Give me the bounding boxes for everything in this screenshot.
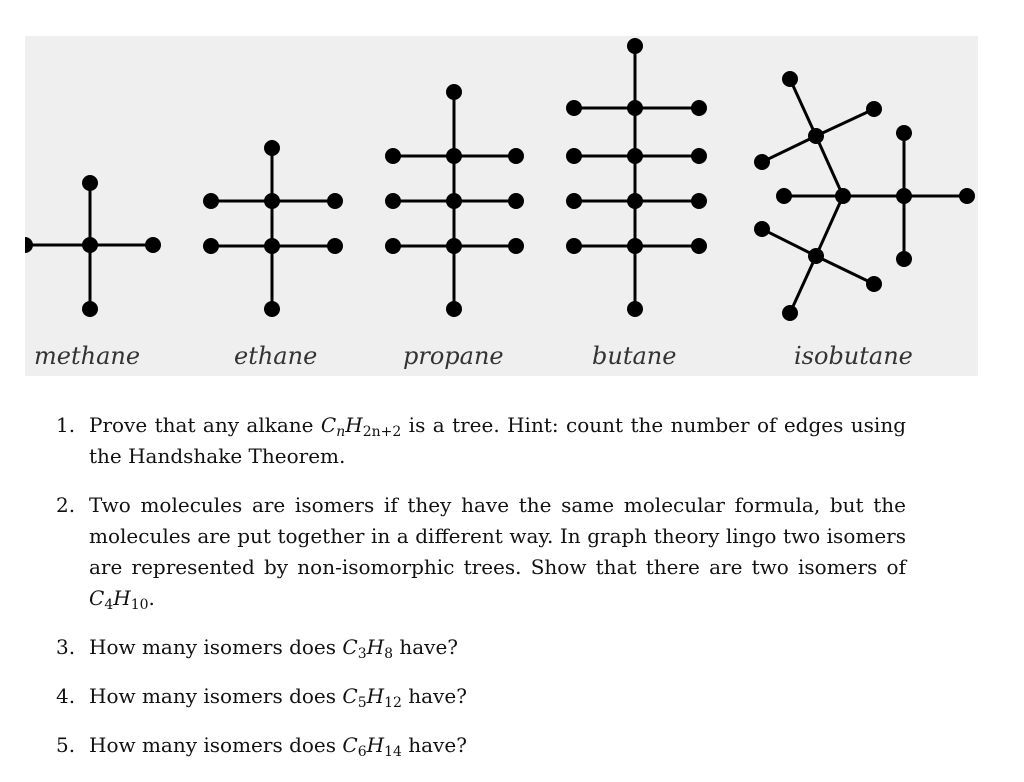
problem-text: How many isomers does (89, 635, 343, 659)
molecule-diagrams (25, 36, 978, 376)
atom (446, 84, 462, 100)
bond (790, 79, 816, 136)
atom (691, 100, 707, 116)
atom (776, 188, 792, 204)
formula-carbon: C (89, 586, 105, 610)
bond (816, 136, 843, 196)
formula (342, 684, 402, 711)
problem-text: have? (401, 684, 467, 708)
problem-text: How many isomers does (89, 684, 343, 708)
problem-number: 4. (56, 684, 76, 708)
formula-carbon: C (342, 684, 358, 708)
atom (566, 193, 582, 209)
problem-number: 5. (56, 733, 76, 757)
formula-carbon-count: n (336, 424, 346, 440)
formula-carbon: C (320, 413, 337, 437)
atom (264, 140, 280, 156)
problem-text: How many isomers does (89, 733, 343, 757)
formula-carbon-count: 4 (104, 597, 114, 613)
molecule-propane (385, 84, 524, 317)
label-ethane: ethane (234, 342, 318, 370)
problem-number: 1. (56, 413, 76, 437)
atom (896, 251, 912, 267)
atom (25, 237, 33, 253)
problem-item (56, 490, 906, 614)
atom (385, 193, 401, 209)
label-methane: methane (34, 342, 141, 370)
label-isobutane: isobutane (794, 342, 913, 370)
problem-text: Prove that any alkane (89, 413, 321, 437)
atom (835, 188, 851, 204)
atom (808, 128, 824, 144)
formula-hydrogen: H (366, 684, 385, 708)
atom (782, 71, 798, 87)
atom (385, 148, 401, 164)
label-butane: butane (592, 342, 677, 370)
formula (342, 635, 393, 662)
atom (446, 148, 462, 164)
atom (446, 238, 462, 254)
formula-hydrogen: H (366, 635, 385, 659)
formula-carbon: C (342, 635, 358, 659)
molecule-butane (566, 38, 707, 317)
atom (82, 301, 98, 317)
atom (446, 193, 462, 209)
problem-text: Two molecules are isomers if they have the same molecular formula, but the molecules are put together in a different way. In graph theory lingo two isomers are represented by non-isomorphic trees. Show that there are two isomers of (89, 493, 906, 579)
atom (627, 301, 643, 317)
atom (627, 38, 643, 54)
atom (264, 238, 280, 254)
formula-hydrogen-count: 2n+2 (362, 424, 402, 440)
problem-item (56, 681, 906, 712)
atom (264, 193, 280, 209)
molecule-methane (25, 175, 161, 317)
bond (816, 256, 874, 284)
atom (566, 148, 582, 164)
atom (446, 301, 462, 317)
atom (327, 238, 343, 254)
atom (508, 238, 524, 254)
problem-number: 2. (56, 493, 76, 517)
formula-hydrogen-count: 14 (384, 744, 402, 760)
problem-text: have? (401, 733, 467, 757)
alkane-figure (25, 36, 978, 376)
atom (782, 305, 798, 321)
atom (959, 188, 975, 204)
formula-hydrogen: H (113, 586, 131, 610)
problem-text: have? (392, 635, 459, 659)
formula-hydrogen-count: 10 (130, 597, 149, 613)
problem-item (56, 730, 906, 761)
atom (385, 238, 401, 254)
atom (508, 193, 524, 209)
label-propane: propane (403, 342, 504, 370)
atom (754, 221, 770, 237)
bond (762, 229, 816, 256)
formula (320, 413, 402, 440)
atom (627, 100, 643, 116)
atom (754, 154, 770, 170)
formula (89, 586, 149, 613)
formula-hydrogen-count: 12 (384, 695, 402, 711)
problem-item (56, 632, 906, 663)
formula-carbon: C (342, 733, 358, 757)
problem-text: is a tree. Hint: count the number of edges using the Handshake Theorem. (89, 413, 906, 468)
bond (790, 256, 816, 313)
atom (264, 301, 280, 317)
atom (203, 193, 219, 209)
bond (816, 196, 843, 256)
formula-carbon-count: 5 (357, 695, 367, 711)
atom (82, 237, 98, 253)
atom (808, 248, 824, 264)
atom (627, 148, 643, 164)
atom (866, 276, 882, 292)
atom (691, 238, 707, 254)
formula-carbon-count: 6 (357, 744, 367, 760)
atom (896, 125, 912, 141)
atom (691, 148, 707, 164)
formula-hydrogen: H (366, 733, 385, 757)
problem-number: 3. (56, 635, 76, 659)
problem-list (56, 410, 906, 779)
atom (627, 238, 643, 254)
atom (566, 100, 582, 116)
atom (145, 237, 161, 253)
bond (762, 136, 816, 162)
molecule-ethane (203, 140, 343, 317)
atom (866, 101, 882, 117)
problem-item (56, 410, 906, 472)
atom (691, 193, 707, 209)
problem-text: . (148, 586, 155, 610)
atom (327, 193, 343, 209)
atom (896, 188, 912, 204)
formula-hydrogen: H (345, 413, 363, 437)
atom (627, 193, 643, 209)
atom (82, 175, 98, 191)
formula (342, 733, 402, 760)
formula-carbon-count: 3 (357, 646, 367, 662)
formula-hydrogen-count: 8 (384, 646, 393, 662)
molecule-isobutane (754, 71, 975, 321)
bond (816, 109, 874, 136)
atom (508, 148, 524, 164)
atom (566, 238, 582, 254)
atom (203, 238, 219, 254)
